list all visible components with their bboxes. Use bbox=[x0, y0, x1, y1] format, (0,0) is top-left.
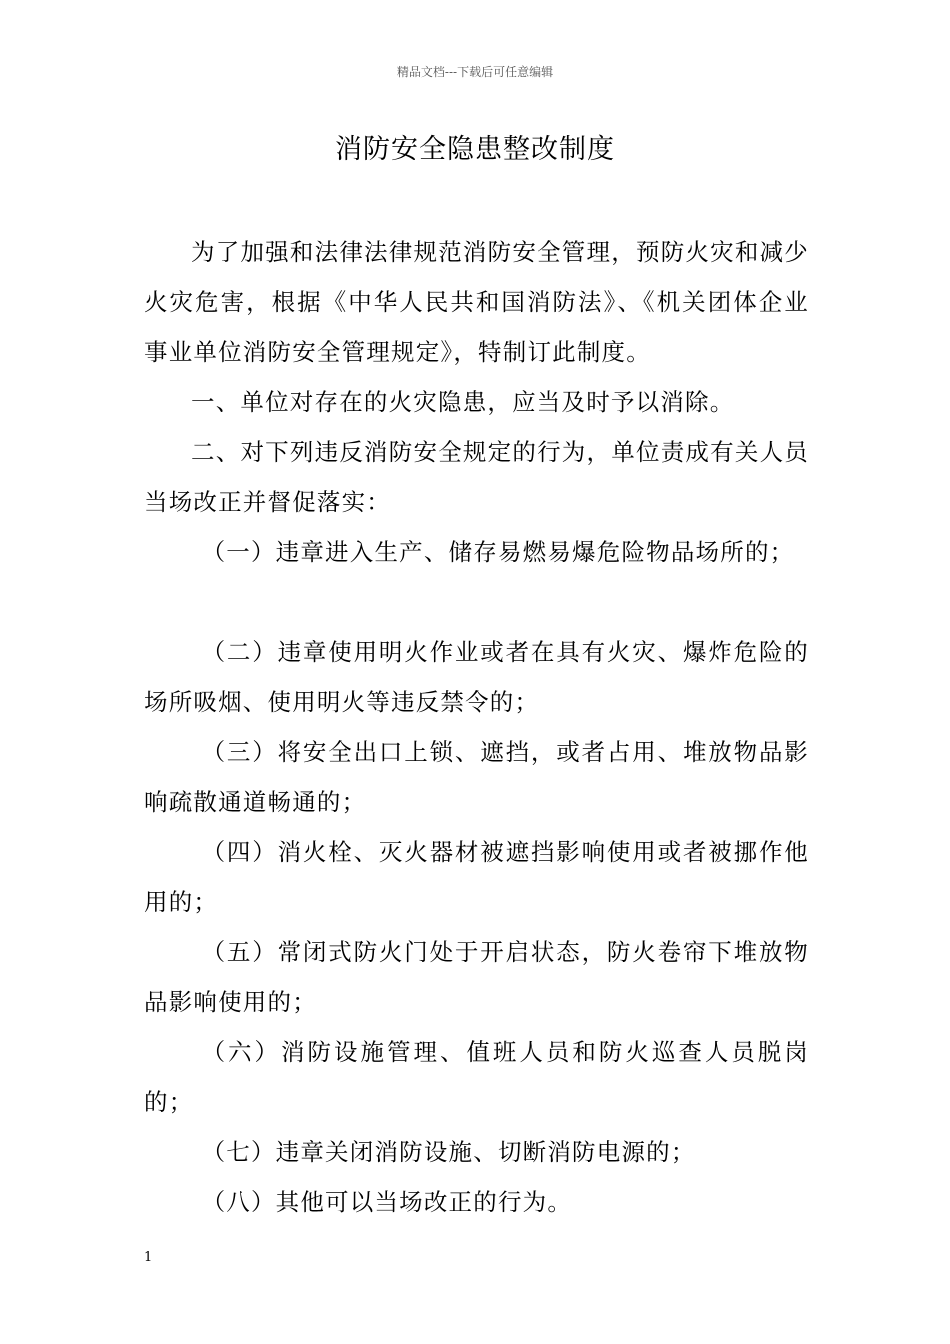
item-1: （一）违章进入生产、储存易燃易爆危险物品场所的； bbox=[201, 538, 795, 566]
page-number: 1 bbox=[144, 1250, 153, 1265]
item-6: （六）消防设施管理、值班人员和防火巡查人员脱岗的； bbox=[144, 1038, 809, 1116]
clause-2: 二、对下列违反消防安全规定的行为，单位责成有关人员当场改正并督促落实： bbox=[144, 438, 809, 516]
document-body bbox=[144, 227, 809, 1227]
intro-paragraph: 为了加强和法律法律规范消防安全管理，预防火灾和减少火灾危害，根据《中华人民共和国消防法》、《机关团体企业事业单位消防安全管理规定》，特制订此制度。 bbox=[144, 238, 809, 366]
document-title: 消防安全隐患整改制度 bbox=[335, 134, 615, 165]
item-2: （二）违章使用明火作业或者在具有火灾、爆炸危险的场所吸烟、使用明火等违反禁令的； bbox=[144, 638, 809, 716]
page-header: 精品文档---下载后可任意编辑 bbox=[396, 65, 554, 79]
item-7: （七）违章关闭消防设施、切断消防电源的； bbox=[201, 1138, 696, 1166]
item-3: （三）将安全出口上锁、遮挡，或者占用、堆放物品影响疏散通道畅通的； bbox=[144, 738, 809, 816]
item-8: （八）其他可以当场改正的行为。 bbox=[201, 1188, 573, 1216]
item-4: （四）消火栓、灭火器材被遮挡影响使用或者被挪作他用的； bbox=[144, 838, 809, 916]
blank-line bbox=[144, 577, 809, 627]
clause-1: 一、单位对存在的火灾隐患，应当及时予以消除。 bbox=[191, 388, 735, 416]
item-5: （五）常闭式防火门处于开启状态，防火卷帘下堆放物品影响使用的； bbox=[144, 938, 809, 1016]
